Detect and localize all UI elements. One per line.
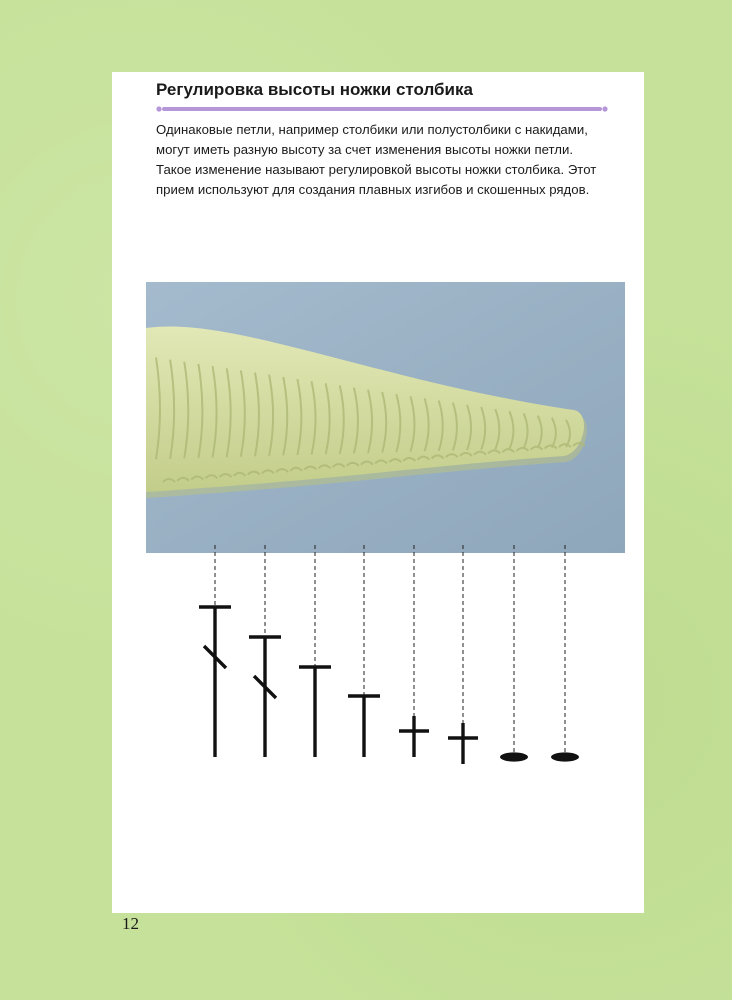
section-heading: Регулировка высоты ножки столбика (156, 80, 473, 99)
slip-stitch-symbol (500, 752, 528, 761)
half-double-crochet-tall-symbol (299, 667, 331, 757)
single-crochet-tall-symbol (399, 716, 429, 757)
double-crochet-symbol (249, 637, 281, 757)
intro-line: могут иметь разную высоту за счет изменения высоты ножки петли. (156, 142, 574, 157)
single-crochet-symbol (448, 723, 478, 764)
intro-line: прием используют для создания плавных изгибов и скошенных рядов. (156, 182, 590, 197)
page-number: 12 (122, 914, 139, 933)
intro-line: Такое изменение называют регулировкой высоты ножки столбика. Этот (156, 162, 597, 177)
slip-stitch-symbol (551, 752, 579, 761)
half-double-crochet-symbol (348, 696, 380, 757)
double-crochet-tall-symbol (199, 607, 231, 757)
intro-line: Одинаковые петли, например столбики или полустолбики с накидами, (156, 122, 588, 137)
